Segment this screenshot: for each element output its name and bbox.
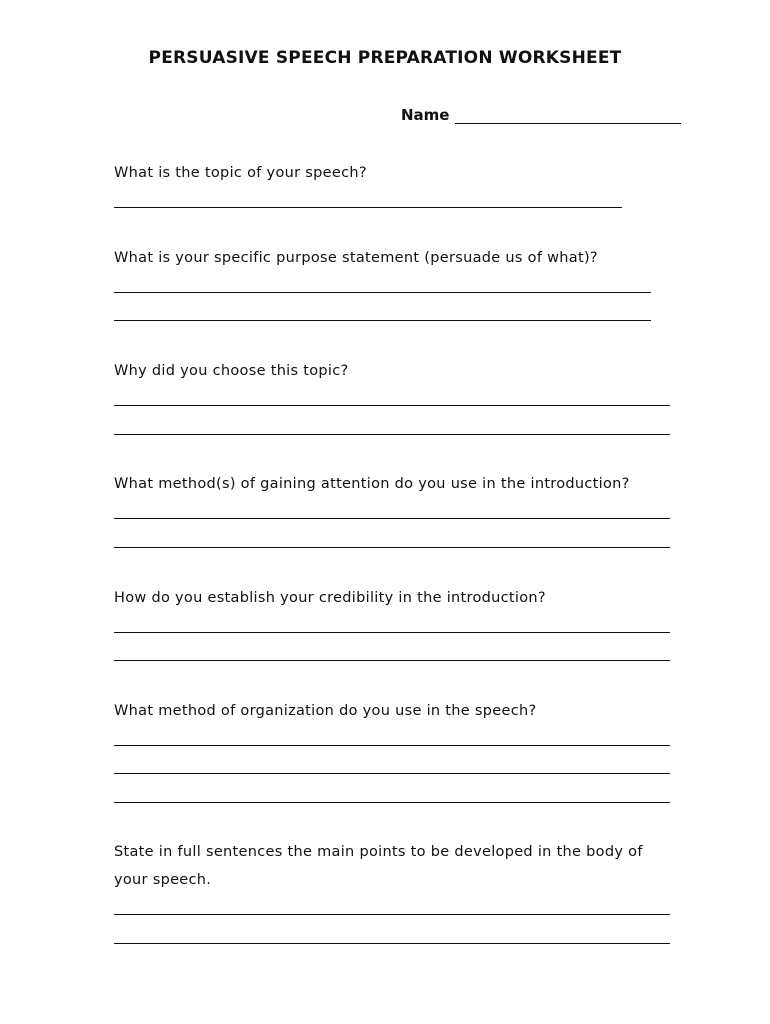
answer-line-7-2[interactable] — [114, 943, 670, 944]
question-3: Why did you choose this topic? — [114, 363, 349, 379]
answer-line-3-1[interactable] — [114, 405, 670, 406]
name-label: Name — [401, 106, 450, 124]
answer-line-2-2[interactable] — [114, 320, 651, 321]
answer-line-6-3[interactable] — [114, 802, 670, 803]
answer-line-5-2[interactable] — [114, 660, 670, 661]
answer-line-2-1[interactable] — [114, 292, 651, 293]
answer-line-6-1[interactable] — [114, 745, 670, 746]
name-field[interactable] — [455, 109, 681, 124]
question-2: What is your specific purpose statement (persuade us of what)? — [114, 250, 598, 266]
answer-line-6-2[interactable] — [114, 773, 670, 774]
question-5: How do you establish your credibility in the introduction? — [114, 590, 546, 606]
answer-line-1-1[interactable] — [114, 207, 622, 208]
question-7: State in full sentences the main points to be developed in the body of your speech. — [114, 844, 643, 888]
question-4: What method(s) of gaining attention do you use in the introduction? — [114, 476, 630, 492]
question-6: What method of organization do you use in the speech? — [114, 703, 537, 719]
answer-line-3-2[interactable] — [114, 434, 670, 435]
question-1: What is the topic of your speech? — [114, 165, 367, 181]
answer-line-5-1[interactable] — [114, 632, 670, 633]
name-row — [401, 106, 681, 124]
page-title: PERSUASIVE SPEECH PREPARATION WORKSHEET — [148, 48, 622, 68]
answer-line-4-1[interactable] — [114, 518, 670, 519]
answer-line-7-1[interactable] — [114, 914, 670, 915]
answer-line-4-2[interactable] — [114, 547, 670, 548]
